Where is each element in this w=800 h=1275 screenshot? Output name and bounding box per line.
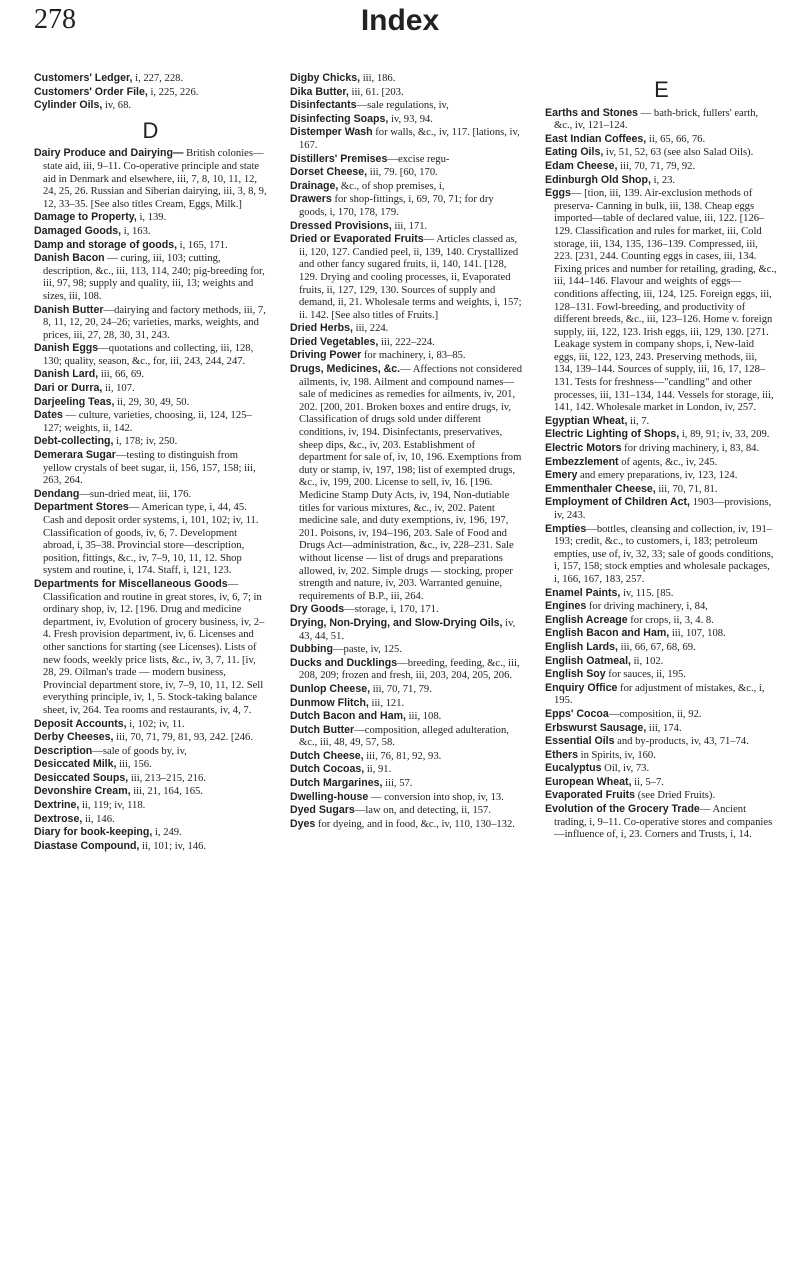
index-entry [545, 442, 778, 456]
index-entry-heading: Empties [545, 522, 587, 535]
index-entry-refs: for machinery, i, 83–85. [361, 350, 466, 362]
index-entry [34, 718, 267, 732]
index-entry-refs: and by-products, iv, 43, 71–74. [614, 736, 749, 748]
index-entry-heading: Dried Vegetables, [290, 335, 379, 348]
index-entry [34, 435, 267, 449]
index-entry-refs: iii, 224. [353, 323, 389, 335]
index-entry-refs: i, 178; iv, 250. [113, 436, 178, 448]
index-entry [290, 86, 523, 100]
index-entry-heading: Distillers' Premises [290, 152, 388, 165]
index-entry-heading: Danish Eggs [34, 342, 99, 355]
index-entry-heading: East Indian Coffees, [545, 132, 647, 145]
index-entry-refs: British colonies—state aid, iii, 9–11. Co-operative principle and state aid in Denmark and elsewhere, iii, 7, 8, 10, 11, 12, 24, 25, 26. Russian and Siberian dairying, iii, 3, 8, 9, 12, 33–35. [See also titles Cream, Eggs, Milk.] [43, 148, 267, 210]
index-entry [34, 501, 267, 578]
index-entry-heading: Customers' Order File, [34, 85, 148, 98]
index-entry-refs: ii, 146. [82, 813, 115, 825]
index-entry [545, 682, 778, 708]
index-entry-heading: Eating Oils, [545, 146, 604, 159]
index-entry [290, 193, 523, 219]
index-entry-heading: Driving Power [290, 349, 362, 362]
index-entry-heading: Ducks and Ducklings [290, 656, 398, 669]
index-entry-refs: — bath-brick, fullers' earth, &c., iv, 121–124. [554, 107, 759, 132]
index-entry-refs: iv, 51, 52, 63 (see also Salad Oils). [603, 147, 754, 159]
index-entry [34, 799, 267, 813]
index-column-1 [34, 72, 267, 853]
index-entry-refs: —dairying and factory methods, iii, 7, 8, 11, 12, 20, 24–26; varieties, marks, weights, and prices, iii, 27, 28, 30, 31, 243. [43, 304, 266, 341]
index-entry-refs: ii, 29, 30, 49, 50. [114, 396, 190, 408]
index-entry-heading: Desiccated Soups, [34, 771, 129, 784]
index-entry-heading: Derby Cheeses, [34, 731, 114, 744]
index-entry-heading: Dextrose, [34, 812, 83, 825]
index-entry-refs: — Ancient trading, i, 9–11. Co-operative stores and companies—influence of, i, 23. Corners and Trusts, i, 14. [554, 804, 773, 841]
index-entry [545, 735, 778, 749]
index-entry-refs: iv, 115. [85. [620, 587, 674, 599]
index-entry-heading: Evolution of the Grocery Trade [545, 803, 700, 816]
index-entry-heading: Dubbing [290, 643, 333, 656]
index-entry-refs: i, 89, 91; iv, 33, 209. [679, 429, 770, 441]
index-entry-refs: iii, 66, 67, 68, 69. [618, 641, 696, 653]
index-entry-refs: for driving machinery, i, 84, [586, 601, 708, 613]
index-entry-refs: —law on, and detecting, ii, 157. [354, 805, 491, 817]
index-entry-refs: ii, 107. [102, 383, 135, 395]
index-entry-refs: — conversion into shop, iv, 13. [368, 791, 504, 803]
index-entry-heading: Dutch Margarines, [290, 777, 383, 790]
index-entry-heading: Egyptian Wheat, [545, 414, 628, 427]
index-entry-refs: iii, 174. [646, 722, 682, 734]
index-entry-heading: Darjeeling Teas, [34, 395, 115, 408]
index-entry [545, 456, 778, 470]
index-entry [290, 126, 523, 152]
index-entry-heading: Dutch Butter [290, 723, 355, 736]
index-entry-refs: i, 225, 226. [147, 86, 199, 98]
index-entry-heading: Department Stores [34, 501, 129, 514]
index-entry-heading: European Wheat, [545, 775, 632, 788]
index-entry-refs: iii, 70, 71, 79, 81, 93, 242. [246. [113, 732, 253, 744]
index-entry [545, 600, 778, 614]
index-entry [545, 146, 778, 160]
index-entry-heading: Eucalyptus [545, 762, 602, 775]
index-entry [545, 762, 778, 776]
index-entry [34, 304, 267, 343]
index-entry-heading: Drawers [290, 193, 332, 206]
index-entry-heading: Distemper Wash [290, 126, 373, 139]
index-entry-heading: Dyes [290, 817, 316, 830]
index-entry [290, 603, 523, 617]
index-entry-heading: Dika Butter, [290, 85, 349, 98]
index-entry-heading: Customers' Ledger, [34, 72, 133, 84]
index-entry [34, 409, 267, 435]
index-entry [290, 349, 523, 363]
section-letter: D [142, 117, 159, 143]
index-entry-refs: —quotations and collecting, iii, 128, 130; quality, season, &c., for, iii, 243, 244, 247. [43, 343, 254, 367]
index-entry-heading: Earths and Stones [545, 106, 639, 119]
index-entry-refs: iii, 107, 108. [669, 628, 726, 640]
index-entry-heading: English Soy [545, 668, 606, 681]
index-entry [545, 523, 778, 587]
index-entry-heading: Epps' Cocoa [545, 707, 609, 720]
index-entry-refs: (see Dried Fruits). [635, 790, 716, 802]
index-entry-refs: iv, 68. [102, 100, 132, 112]
index-entry-heading: Damage to Property, [34, 211, 137, 224]
index-entry [545, 187, 778, 415]
index-entry-refs: —composition, ii, 92. [608, 708, 702, 720]
index-entry-heading: Essential Oils [545, 735, 615, 748]
index-entry [290, 643, 523, 657]
index-entry-heading: Diary for book-keeping, [34, 826, 153, 839]
index-entry [290, 153, 523, 167]
index-entry-heading: English Bacon and Ham, [545, 627, 670, 640]
index-entry-refs: — Affections not considered ailments, iv, 198. Ailment and compound names—sale of medicines as remedies for ailments, iv, 201, 202. [200, 201. Broken boxes and entire drugs, iv, Classification of drugs sold under different conditions, iv, 194. Disinfectants, preservatives, sheep dips, &c., iv, 203. Establishment of department for sale of, iv, 10, 196. Exemptions from duty or stamp, iv, 197, 198; list of exempted drugs, &c., iv, 199, 200. License to sell, iv, 16. [196. Medicine Stamp Duty Acts, iv, 194, Non-dutiable titles for various mixtures, &c., iv, 202. Patent medicine sale, and duty exemptions, iv, 196, 197, 201. Poisons, iv, 194–196, 203. Sale of Food and Drugs Act—administration, &c., iv, 228–231. Sale without license — list of drugs and preparations allowed, iv, 202. Simple drugs — stocking, proper strength and nature, iv, 203. Warranted genuine, requirements of B.P., iii, 264. [299, 364, 522, 602]
index-entry-refs: iii, 213–215, 216. [128, 772, 206, 784]
index-entry-refs: —storage, i, 170, 171. [344, 604, 439, 616]
index-entry [34, 772, 267, 786]
index-entry-heading: Damaged Goods, [34, 224, 122, 237]
index-entry-heading: Enamel Paints, [545, 586, 621, 599]
index-column-2 [290, 72, 523, 831]
index-entry [290, 710, 523, 724]
index-entry-heading: Dunmow Flitch, [290, 696, 369, 709]
index-entry-heading: Edam Cheese, [545, 159, 618, 172]
index-entry [34, 488, 267, 502]
index-entry [290, 683, 523, 697]
index-entry [34, 731, 267, 745]
index-entry-refs: —sale regulations, iv, [356, 100, 449, 112]
index-entry-heading: Devonshire Cream, [34, 785, 131, 798]
index-entry-refs: —sun-dried meat, iii, 176. [79, 488, 192, 500]
index-entry-heading: English Oatmeal, [545, 654, 631, 667]
index-entry [545, 627, 778, 641]
index-entry [545, 160, 778, 174]
index-entry [290, 99, 523, 113]
index-entry [545, 614, 778, 628]
index-entry-heading: Dried or Evaporated Fruits [290, 233, 424, 246]
index-entry-refs: 1903—provisions, iv, 243. [554, 497, 772, 521]
index-entry [545, 107, 778, 133]
index-entry [34, 239, 267, 253]
index-entry-heading: Dwelling-house [290, 790, 369, 803]
index-entry-heading: Dutch Bacon and Ham, [290, 710, 406, 723]
index-entry [545, 428, 778, 442]
index-entry-refs: —composition, alleged adulteration, &c., iii, 48, 49, 57, 58. [299, 724, 509, 749]
index-entry-refs: in Spirits, iv, 160. [577, 749, 656, 761]
index-entry-refs: — [tion, iii, 139. Air-exclusion methods of preserva- Canning in bulk, iii, 138. Cheap eggs imported—table of declared value, iii, 122. [126–129. Classification and rules for market, iii, Cold storage, iii, 134, 135, 136–139. Compressed, iii, 223. [231, 244. Counting eggs in cases, iii, 134. Fixing prices and number for retailing, grading, &c., iii, 144–146. Flavour and weights of eggs—conditions affecting, iii, 124, 125. Foreign eggs, iii, 128–131. Fowl-breeding, and productivity of different breeds, &c., iii, 123–126. Home v. foreign supply, iii, 122, 123. Irish eggs, iii, 129, 130. [271. Leakage system in company shops, i, New-laid eggs, iii, 122, 123, 243. Preserving methods, iii, 134, 139–144. Sources of supply, iii, 16, 17, 128–131. Tests for freshness—"candling" and other processes, iii, 131–134, 144. Vessels for storage, iii, 141, 142. Wholesale market in London, iv, 257. [554, 188, 777, 414]
index-entry-heading: Ethers [545, 748, 578, 761]
index-entry-refs: of agents, &c., iv, 245. [618, 456, 718, 468]
index-entry [290, 166, 523, 180]
index-entry-heading: Danish Lard, [34, 368, 99, 381]
index-entry-heading: Diastase Compound, [34, 839, 140, 852]
index-entry [290, 336, 523, 350]
index-entry-refs: and emery preparations, iv, 123, 124. [577, 470, 738, 482]
index-entry-refs: iii, 70, 71, 79, 92. [617, 160, 696, 172]
index-entry [545, 469, 778, 483]
index-entry-heading: Dressed Provisions, [290, 219, 392, 232]
index-entry [34, 252, 267, 303]
index-entry-refs: iii, 156. [116, 759, 152, 771]
section-letter: E [654, 77, 669, 102]
index-entry-refs: for adjustment of mistakes, &c., i, 195. [554, 682, 765, 707]
index-entry-refs: —testing to distinguish from yellow crystals of beet sugar, ii, 156, 157, 158; iii, 263, 264. [43, 450, 256, 487]
index-entry-refs: for walls, &c., iv, 117. [lations, iv, 167. [299, 127, 520, 151]
index-entry-heading: Danish Bacon [34, 252, 105, 265]
index-entry-heading: English Acreage [545, 613, 628, 626]
index-entry [34, 840, 267, 854]
index-entry-heading: Desiccated Milk, [34, 758, 117, 771]
index-entry-heading: Dutch Cheese, [290, 749, 364, 762]
index-entry [545, 749, 778, 763]
index-entry-heading: Damp and storage of goods, [34, 238, 178, 251]
index-entry-refs: i, 249. [152, 827, 182, 839]
index-entry [34, 758, 267, 772]
index-entry-heading: Enquiry Office [545, 681, 618, 694]
index-entry-heading: Description [34, 744, 93, 757]
index-entry-heading: Electric Motors [545, 442, 622, 455]
index-entry-refs: —sale of goods by, iv, [92, 745, 187, 757]
index-entry-refs: ii, 7. [627, 415, 650, 427]
index-entry [545, 587, 778, 601]
index-entry [290, 791, 523, 805]
index-entry-heading: Dates [34, 409, 63, 422]
index-entry-heading: Eggs [545, 187, 571, 200]
index-entry [34, 813, 267, 827]
index-entry-heading: Dari or Durra, [34, 382, 103, 395]
index-entry-refs: for sauces, ii, 195. [605, 669, 686, 681]
index-entry-heading: Erbswurst Sausage, [545, 721, 647, 734]
index-entry-heading: Engines [545, 600, 587, 613]
index-entry-refs: iii, 21, 164, 165. [130, 786, 203, 798]
index-entry [290, 72, 523, 86]
index-entry-refs: iii, 186. [360, 73, 396, 84]
index-entry [34, 396, 267, 410]
index-entry-refs: — Articles classed as, ii, 120, 127. Candied peel, ii, 139, 140. Crystallized and other fancy sugared fruits, ii, 140, 141. [128, 129. Drying and cooling processes, ii, Evaporated fruits, ii, 127, 129, 130. Sources of supply and demand, ii, 21. Wholesale terms and weights, i, 157; ii. 142. [See also titles of Fruits.] [299, 234, 522, 321]
index-entry-refs: iii, 61. [203. [348, 86, 404, 98]
index-entry-heading: Evaporated Fruits [545, 789, 636, 802]
index-entry [290, 750, 523, 764]
index-entry-refs: iii, 108. [405, 711, 442, 723]
index-entry-refs: iii, 57. [382, 778, 413, 790]
index-entry-heading: Dextrine, [34, 799, 80, 812]
index-entry-heading: Disinfecting Soaps, [290, 112, 389, 125]
index-entry-refs: i, 139. [136, 212, 167, 224]
index-entry-refs: iii, 121. [368, 697, 405, 709]
index-entry [290, 697, 523, 711]
index-entry-refs: iii, 76, 81, 92, 93. [363, 750, 442, 762]
index-entry-heading: Electric Lighting of Shops, [545, 428, 680, 441]
index-entry [545, 655, 778, 669]
index-entry [545, 776, 778, 790]
index-entry-refs: &c., of shop premises, i, [338, 180, 445, 192]
index-entry-refs: ii, 65, 66, 76. [646, 133, 706, 145]
index-entry-heading: Dairy Produce and Dairying— [34, 147, 184, 160]
index-entry-refs: ii, 91. [364, 764, 392, 776]
index-entry [34, 368, 267, 382]
index-entry-refs: iv, 93, 94. [388, 113, 433, 125]
index-entry-refs: iii, 79. [60, 170. [367, 167, 438, 179]
index-entry [34, 72, 267, 86]
index-entry-refs: for crops, ii, 3, 4. 8. [627, 614, 714, 626]
index-entry-refs: for shop-fittings, i, 69, 70, 71; for dry goods, i, 170, 178, 179. [299, 194, 494, 218]
index-entry [545, 668, 778, 682]
index-entry-refs: iii, 66, 69. [98, 369, 145, 381]
index-entry [34, 382, 267, 396]
index-entry [290, 763, 523, 777]
index-entry-heading: Dunlop Cheese, [290, 682, 371, 695]
index-entry [34, 785, 267, 799]
index-entry [34, 342, 267, 368]
index-entry-refs: iv, 43, 44, 51. [299, 617, 516, 642]
index-entry [545, 496, 778, 522]
index-entry-heading: Drainage, [290, 179, 339, 192]
index-entry-refs: for driving machinery, i, 83, 84. [621, 443, 760, 455]
index-entry [290, 233, 523, 322]
index-entry-refs: iii, 70, 71, 79. [370, 683, 432, 695]
index-entry [545, 722, 778, 736]
index-entry-heading: Deposit Accounts, [34, 717, 127, 730]
index-entry [290, 724, 523, 750]
index-entry [290, 220, 523, 234]
index-entry [545, 133, 778, 147]
index-entry-refs: — American type, i, 44, 45. Cash and deposit order systems, i, 101, 102; iv, 11. Classification of goods, iv, 6, 7. Development abroad, i, 35–38. Provincial store—description, position, fittings, &c., iv, 7–9, 10, 11, 12. Shop system and routine, i, 174. Staff, i, 121, 123. [43, 502, 259, 577]
index-entry-refs: —bottles, cleansing and collection, iv, 191–193; credit, &c., to customers, i, 183; petroleum empties, use of, iv, 32, 33; sale of goods conditions, i, 157, 158; stock empties and wholesale packages, i, 166, 167, 183, 257. [554, 523, 774, 585]
index-entry [290, 657, 523, 683]
index-entry [290, 818, 523, 832]
index-entry-refs: ii, 119; iv, 118. [79, 800, 146, 812]
index-entry [545, 708, 778, 722]
index-entry-refs: —breeding, feeding, &c., iii, 208, 209; frozen and fresh, iii, 203, 204, 205, 206. [299, 657, 520, 682]
index-entry-refs: — curing, iii, 103; cutting, description, &c., iii, 113, 114, 240; pig-breeding for, iii, 97, 98; supply and quality, iii, 13; weights and sizes, iii, 108. [43, 253, 265, 302]
index-entry-heading: Dried Herbs, [290, 322, 353, 335]
index-entry [34, 449, 267, 488]
index-column-3 [545, 72, 778, 842]
index-entry-heading: Dyed Sugars [290, 804, 355, 817]
index-entry-refs: ii, 5–7. [631, 776, 664, 788]
index-entry-refs: — culture, varieties, choosing, ii, 124, 125–127; weights, ii, 142. [43, 410, 252, 434]
index-entry [34, 225, 267, 239]
index-entry-heading: Embezzlement [545, 455, 619, 468]
index-entry [290, 617, 523, 643]
index-entry-refs: iii, 70, 71, 81. [655, 483, 718, 495]
index-entry-refs: iii, 222–224. [378, 336, 435, 348]
index-entry [290, 804, 523, 818]
index-entry-refs: i, 102; iv, 11. [126, 718, 185, 730]
index-entry-heading: Employment of Children Act, [545, 496, 690, 509]
index-entry-refs: — Classification and routine in great stores, iv, 6, 7; in ordinary shop, iv, 12. [196. Drug and medicine department, iv, Evolution of grocery business, iv, 2–4. Fresh provision department, iv, 6. Licenses and other sanctions for starting (see Licenses). Lists of new foods, weekly price lists, &c., iv, 3, 7, 11. [iv, 28, 29. Oilman's trade — modern business, Provincial department store, iv, 7–9, 10, 11, 12. Sell everything principle, iv, 1, 5. Stock-taking balance sheet, iv, 264. Tea rooms and restaurants, iv, 4, 7. [43, 578, 265, 716]
index-entry [34, 745, 267, 759]
index-entry-refs: ii, 102. [630, 655, 664, 667]
index-entry [545, 174, 778, 188]
index-entry [545, 789, 778, 803]
index-entry-heading: Emmenthaler Cheese, [545, 482, 656, 495]
index-entry-heading: Departments for Miscellaneous Goods [34, 577, 228, 590]
index-entry [34, 211, 267, 225]
index-entry [34, 86, 267, 100]
index-entry-heading: Edinburgh Old Shop, [545, 173, 651, 186]
index-entry [34, 826, 267, 840]
index-entry-heading: Danish Butter [34, 303, 104, 316]
index-entry-heading: Digby Chicks, [290, 72, 361, 84]
index-entry-refs: —paste, iv, 125. [332, 644, 402, 656]
index-entry-heading: Dutch Cocoas, [290, 763, 365, 776]
index-entry-heading: English Lards, [545, 640, 618, 653]
index-entry [545, 803, 778, 842]
index-entry [34, 99, 267, 113]
index-entry [290, 180, 523, 194]
index-entry-heading: Drying, Non-Drying, and Slow-Drying Oils, [290, 616, 503, 629]
index-entry-heading: Dendang [34, 487, 80, 500]
index-entry-heading: Emery [545, 469, 578, 482]
index-entry-heading: Drugs, Medicines, &c. [290, 363, 401, 376]
index-entry-refs: i, 23. [650, 174, 676, 186]
index-entry-refs: i, 227, 228. [132, 73, 184, 84]
index-entry [34, 147, 267, 211]
index-entry [290, 322, 523, 336]
index-entry-heading: Debt-collecting, [34, 435, 114, 448]
index-entry-refs: for dyeing, and in food, &c., iv, 110, 130–132. [315, 818, 515, 830]
index-entry-refs: i, 163. [121, 225, 151, 237]
index-entry-heading: Dry Goods [290, 603, 345, 616]
index-entry [545, 641, 778, 655]
index-entry-refs: iii, 171. [391, 220, 428, 232]
index-entry-heading: Cylinder Oils, [34, 99, 103, 112]
page-number: 278 [34, 4, 76, 35]
index-entry [290, 777, 523, 791]
index-entry [34, 578, 267, 718]
index-entry-heading: Dorset Cheese, [290, 166, 368, 179]
page-title: Index [360, 4, 440, 37]
index-entry-refs: i, 165, 171. [177, 239, 228, 251]
index-entry-heading: Disinfectants [290, 99, 357, 112]
index-entry-heading: Demerara Sugar [34, 449, 116, 462]
index-entry [290, 363, 523, 603]
index-entry [290, 113, 523, 127]
index-entry-refs: ii, 101; iv, 146. [139, 840, 207, 852]
index-entry [545, 415, 778, 429]
index-entry [545, 483, 778, 497]
index-entry-refs: —excise regu- [387, 153, 450, 165]
index-entry-refs: Oil, iv, 73. [601, 763, 650, 775]
